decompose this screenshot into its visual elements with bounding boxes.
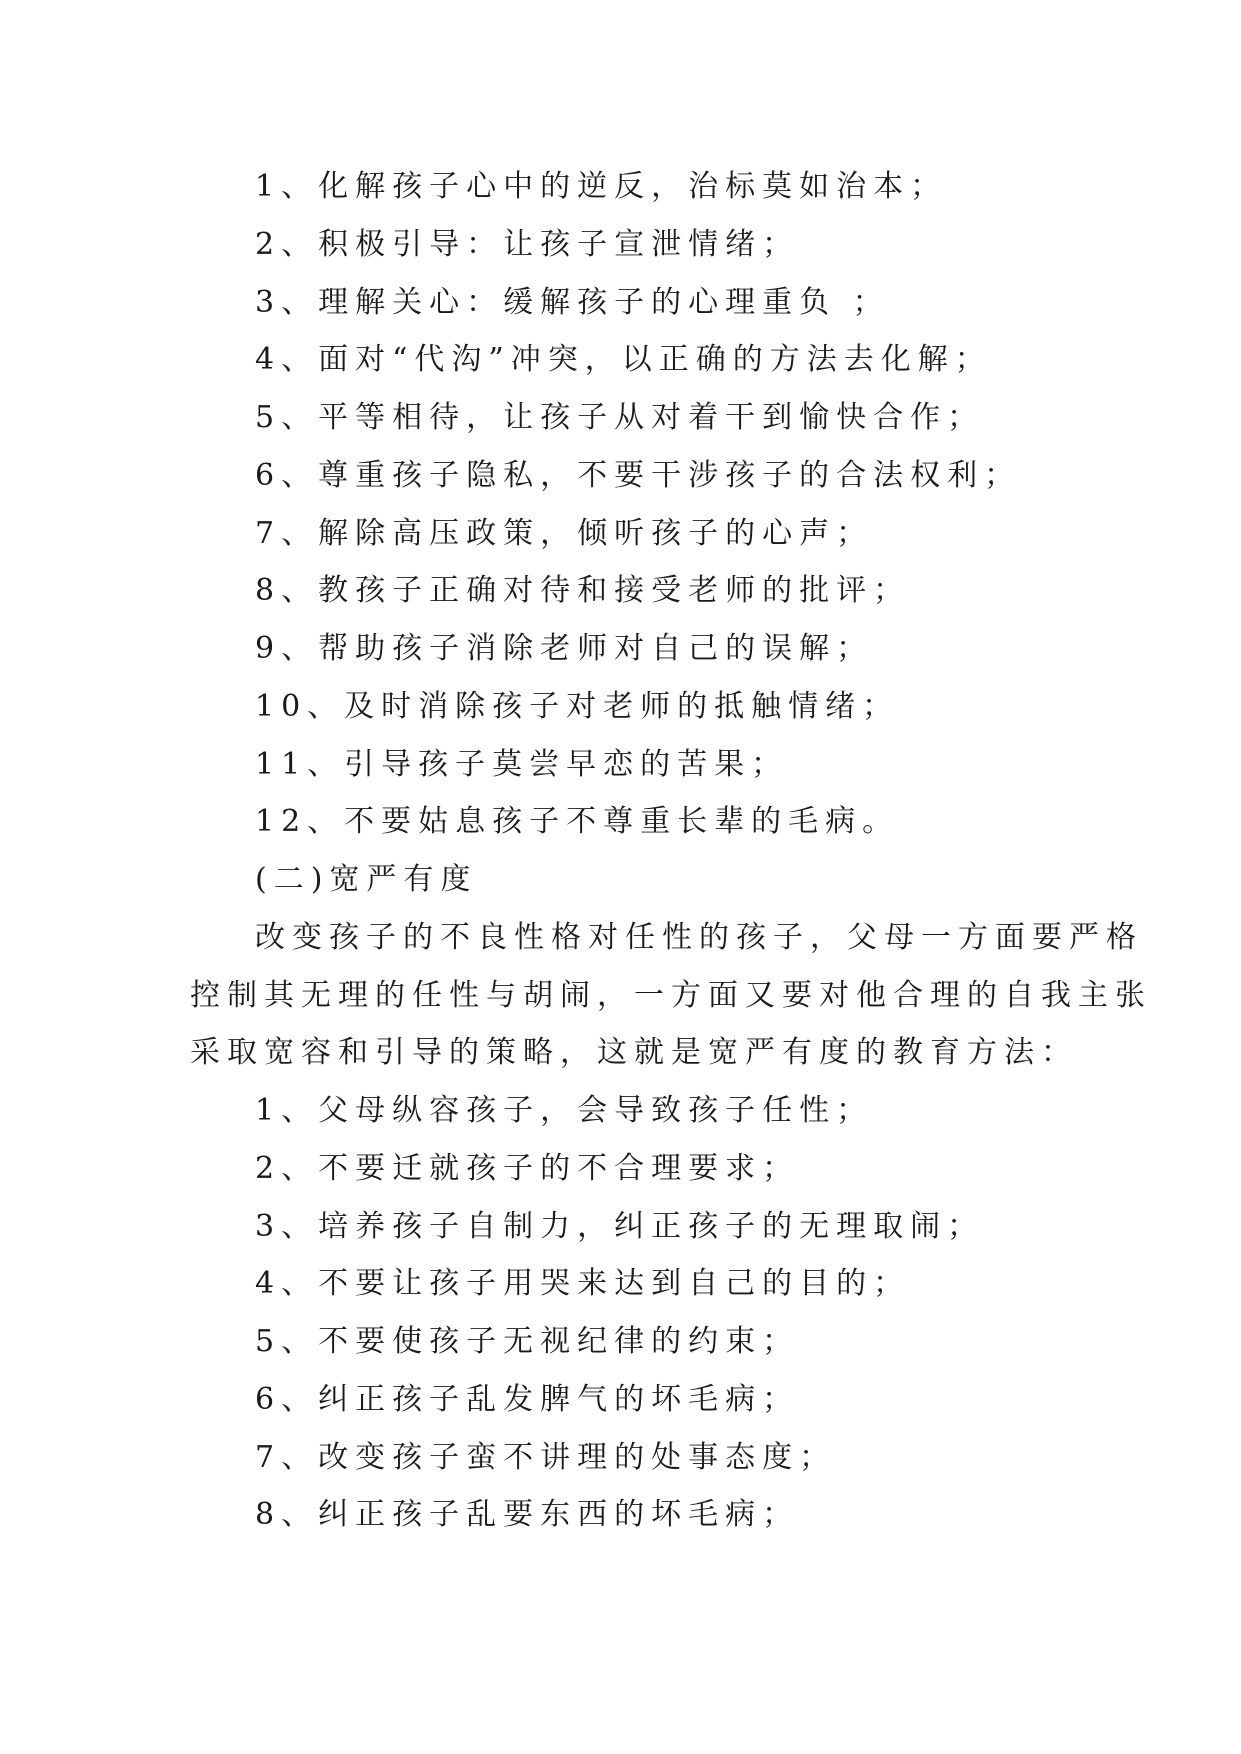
list-item: 10、及时消除孩子对老师的抵触情绪； bbox=[255, 689, 900, 724]
list-item: 2、积极引导：让孩子宣泄情绪； bbox=[255, 227, 800, 262]
list-item: 3、理解关心：缓解孩子的心理重负 ； bbox=[255, 285, 890, 320]
list-item: 6、纠正孩子乱发脾气的坏毛病； bbox=[255, 1382, 800, 1417]
list-item: 5、不要使孩子无视纪律的约束； bbox=[255, 1324, 800, 1359]
list-item: 1、化解孩子心中的逆反，治标莫如治本； bbox=[255, 169, 948, 204]
list-item: 2、不要迁就孩子的不合理要求； bbox=[255, 1151, 800, 1186]
list-item: 8、纠正孩子乱要东西的坏毛病； bbox=[255, 1497, 800, 1532]
list-item: 8、教孩子正确对待和接受老师的批评； bbox=[255, 573, 911, 608]
paragraph-line: 改变孩子的不良性格对任性的孩子，父母一方面要严格 bbox=[255, 920, 1143, 955]
list-item: 4、面对“代沟”冲突，以正确的方法去化解； bbox=[255, 342, 992, 377]
list-item: 1、父母纵容孩子，会导致孩子任性； bbox=[255, 1093, 874, 1128]
section-heading: (二)宽严有度 bbox=[255, 862, 478, 897]
list-item: 4、不要让孩子用哭来达到自己的目的； bbox=[255, 1266, 911, 1301]
paragraph-line: 采取宽容和引导的策略，这就是宽严有度的教育方法： bbox=[190, 1035, 1078, 1070]
list-item: 9、帮助孩子消除老师对自己的误解； bbox=[255, 631, 874, 666]
list-item: 6、尊重孩子隐私，不要干涉孩子的合法权利； bbox=[255, 458, 1022, 493]
list-item: 7、解除高压政策，倾听孩子的心声； bbox=[255, 516, 874, 551]
paragraph-line: 控制其无理的任性与胡闹，一方面又要对他合理的自我主张 bbox=[190, 978, 1152, 1013]
list-item: 12、不要姑息孩子不尊重长辈的毛病。 bbox=[255, 804, 900, 839]
list-item: 7、改变孩子蛮不讲理的处事态度； bbox=[255, 1440, 837, 1475]
list-item: 11、引导孩子莫尝早恋的苦果； bbox=[255, 747, 789, 782]
list-item: 3、培养孩子自制力，纠正孩子的无理取闹； bbox=[255, 1209, 985, 1244]
list-item: 5、平等相待，让孩子从对着干到愉快合作； bbox=[255, 400, 985, 435]
